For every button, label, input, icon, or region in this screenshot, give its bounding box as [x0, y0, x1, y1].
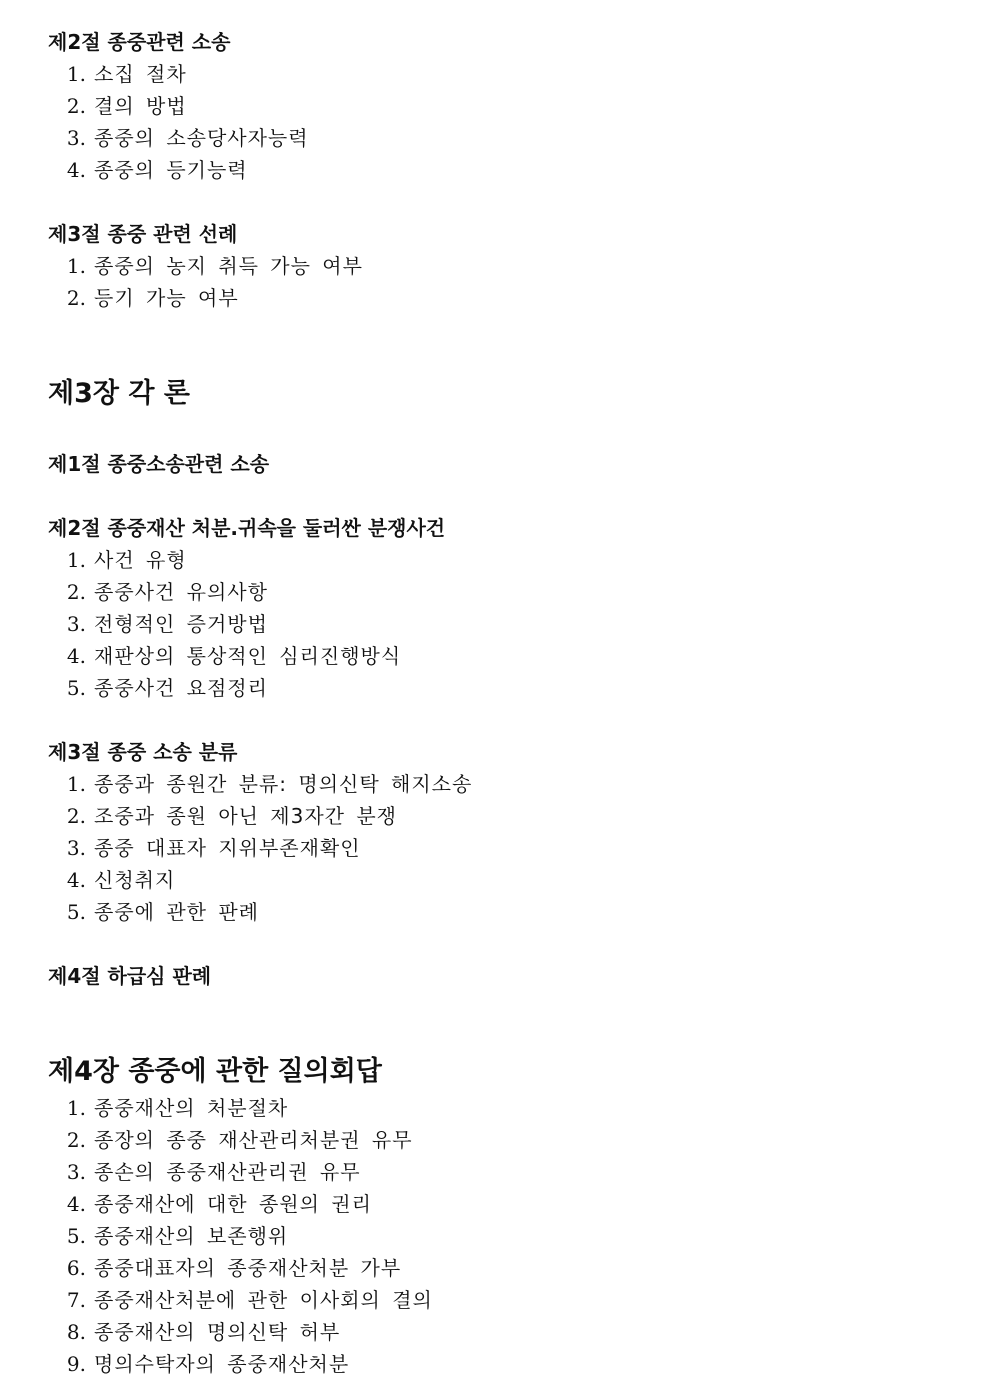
section-heading: 제1절 종중소송관련 소송: [48, 452, 270, 476]
item-text: 결의 방법: [94, 94, 187, 118]
item-text: 종중대표자의 종중재산처분 가부: [94, 1256, 402, 1280]
section-heading: 제3절 종중 소송 분류: [48, 740, 238, 764]
list-item: [48, 1348, 972, 1380]
item-text: 종중 대표자 지위부존재확인: [94, 836, 361, 860]
item-number: 1.: [66, 1096, 86, 1120]
item-text: 조중과 종원 아닌 제3자간 분쟁: [94, 804, 397, 828]
item-text: 종중에 관한 판례: [94, 900, 259, 924]
item-text: 등기 가능 여부: [94, 286, 239, 310]
section-heading: 제4절 하급심 판례: [48, 964, 212, 988]
item-number: 4.: [66, 1192, 86, 1216]
item-number: 5.: [66, 676, 86, 700]
list-item: [48, 896, 972, 928]
item-text: 종중재산에 대한 종원의 권리: [94, 1192, 372, 1216]
item-number: 3.: [66, 836, 86, 860]
list-item: [48, 250, 972, 282]
list-item: [48, 1188, 972, 1220]
list-item: [48, 1220, 972, 1252]
list-item: [48, 282, 972, 314]
spacer: [48, 186, 972, 218]
section-heading: 제2절 종중관련 소송: [48, 30, 231, 54]
spacer: [48, 928, 972, 960]
list-item: [48, 1156, 972, 1188]
list-item: [48, 832, 972, 864]
item-number: 3.: [66, 1160, 86, 1184]
item-number: 5.: [66, 900, 86, 924]
chapter-heading: 제4장 종중에 관한 질의회답: [48, 1056, 382, 1087]
item-number: 2.: [66, 804, 86, 828]
list-item: [48, 576, 972, 608]
spacer: [48, 992, 972, 1052]
item-number: 1.: [66, 772, 86, 796]
list-item: [48, 122, 972, 154]
item-number: 2.: [66, 580, 86, 604]
item-text: 재판상의 통상적인 심리진행방식: [94, 644, 402, 668]
item-number: 2.: [66, 286, 86, 310]
item-number: 9.: [66, 1352, 86, 1376]
item-number: 3.: [66, 126, 86, 150]
list-item: [48, 154, 972, 186]
list-item: [48, 800, 972, 832]
item-text: 신청취지: [94, 868, 176, 892]
list-item: [48, 1124, 972, 1156]
item-number: 8.: [66, 1320, 86, 1344]
item-text: 종중의 소송당사자능력: [94, 126, 309, 150]
item-number: 2.: [66, 1128, 86, 1152]
item-text: 종중재산처분에 관한 이사회의 결의: [94, 1288, 433, 1312]
item-text: 종중사건 요점정리: [94, 676, 268, 700]
item-text: 종중의 등기능력: [94, 158, 248, 182]
list-item: [48, 608, 972, 640]
item-text: 종중과 종원간 분류: 명의신탁 해지소송: [94, 772, 473, 796]
spacer: [48, 414, 972, 448]
list-item: [48, 864, 972, 896]
list-item: [48, 544, 972, 576]
item-text: 종중의 농지 취득 가능 여부: [94, 254, 363, 278]
item-text: 소집 절차: [94, 62, 187, 86]
item-number: 4.: [66, 644, 86, 668]
item-text: 종중재산의 보존행위: [94, 1224, 289, 1248]
list-item: [48, 1316, 972, 1348]
item-text: 전형적인 증거방법: [94, 612, 268, 636]
list-item: [48, 1284, 972, 1316]
item-number: 7.: [66, 1288, 86, 1312]
item-text: 사건 유형: [94, 548, 187, 572]
item-text: 종장의 종중 재산관리처분권 유무: [94, 1128, 413, 1152]
item-number: 3.: [66, 612, 86, 636]
item-number: 2.: [66, 94, 86, 118]
item-number: 5.: [66, 1224, 86, 1248]
item-number: 4.: [66, 868, 86, 892]
spacer: [48, 704, 972, 736]
list-item: [48, 90, 972, 122]
list-item: [48, 640, 972, 672]
list-item: [48, 672, 972, 704]
item-number: 1.: [66, 254, 86, 278]
item-text: 종중재산의 명의신탁 허부: [94, 1320, 341, 1344]
spacer: [48, 314, 972, 374]
item-text: 종중재산의 처분절차: [94, 1096, 289, 1120]
item-number: 1.: [66, 62, 86, 86]
section-heading: 제2절 종중재산 처분.귀속을 둘러싼 분쟁사건: [48, 516, 446, 540]
section-heading: 제3절 종중 관련 선례: [48, 222, 238, 246]
document-page: [48, 26, 972, 1380]
item-number: 1.: [66, 548, 86, 572]
list-item: [48, 1092, 972, 1124]
list-item: [48, 768, 972, 800]
item-number: 4.: [66, 158, 86, 182]
item-text: 종중사건 유의사항: [94, 580, 268, 604]
item-number: 6.: [66, 1256, 86, 1280]
chapter-heading: 제3장 각 론: [48, 378, 190, 409]
list-item: [48, 58, 972, 90]
item-text: 명의수탁자의 종중재산처분: [94, 1352, 350, 1376]
item-text: 종손의 종중재산관리권 유무: [94, 1160, 361, 1184]
list-item: [48, 1252, 972, 1284]
spacer: [48, 480, 972, 512]
